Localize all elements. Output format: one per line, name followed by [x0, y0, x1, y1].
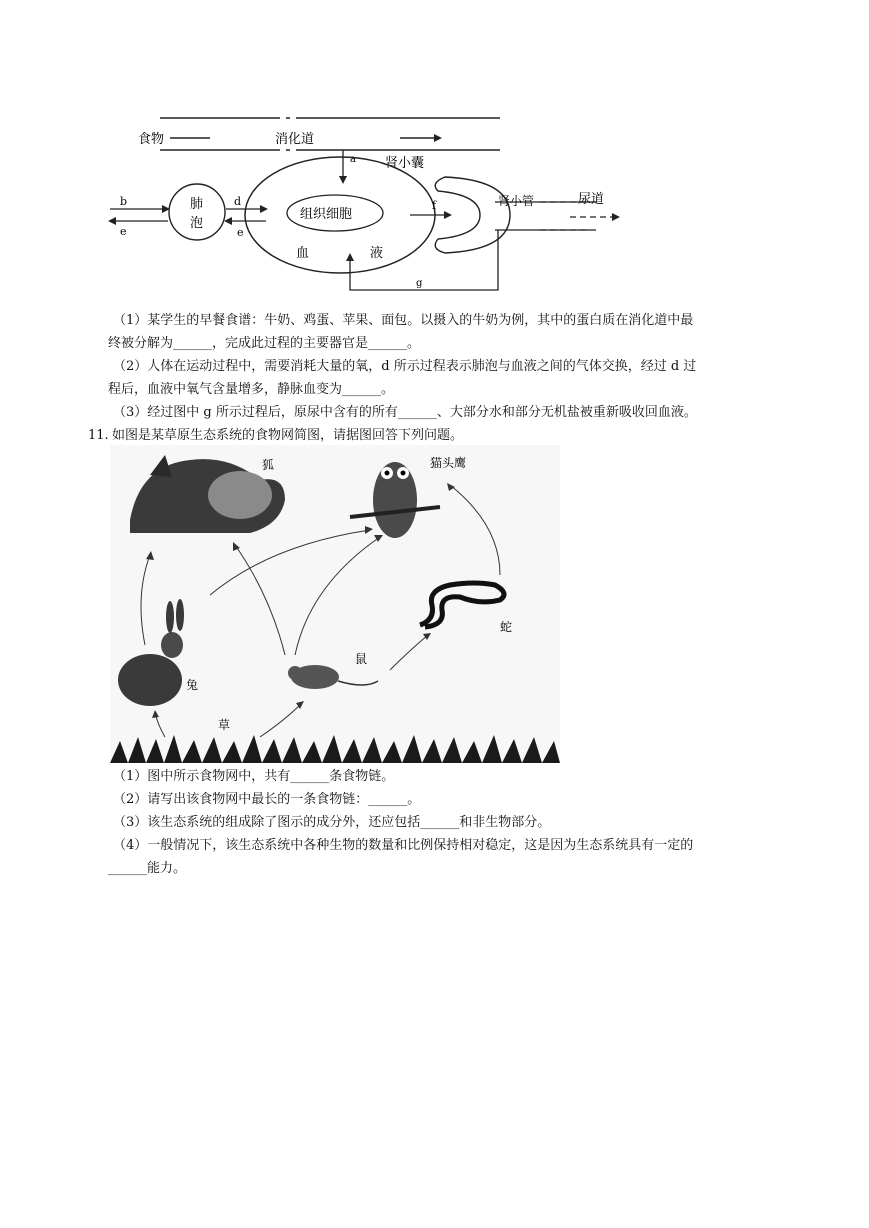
label-e-mid: e	[237, 226, 244, 239]
q11-sub4-line1: （4）一般情况下，该生态系统中各种生物的数量和比例保持相对稳定，这是因为生态系统具有一定的	[113, 838, 694, 853]
q11-number: 11.	[88, 428, 109, 443]
blood-label-2: 液	[370, 246, 384, 261]
food-label: 食物	[138, 132, 165, 147]
digestive-tract-label: 消化道	[275, 132, 315, 147]
q10-part3-line1: （3）经过图中 g 所示过程后，原尿中含有的所有______、大部分水和部分无机盐被重新吸收回血液。	[113, 405, 697, 420]
label-b: b	[120, 195, 128, 208]
lung-label-1: 肺	[190, 197, 204, 212]
lung-label-2: 泡	[190, 216, 204, 231]
fox-label: 狐	[262, 458, 275, 472]
rabbit-label: 兔	[186, 678, 199, 692]
owl-label: 猫头鹰	[430, 456, 467, 470]
q10-part2-line1: （2）人体在运动过程中，需要消耗大量的氧，d 所示过程表示肺泡与血液之间的气体交换，经过 d 过	[113, 359, 697, 374]
q10-part1-line2: 终被分解为______，完成此过程的主要器官是______。	[108, 336, 421, 351]
label-f: f	[432, 199, 437, 212]
label-a: a	[350, 154, 356, 165]
label-e-left: e	[120, 225, 127, 238]
food-web-diagram	[110, 445, 560, 763]
renal-tubule-label: 肾小管	[498, 194, 535, 208]
snake-label: 蛇	[500, 620, 513, 634]
tissue-cells-label: 组织细胞	[300, 207, 353, 222]
q10-part1-line1: （1）某学生的早餐食谱：牛奶、鸡蛋、苹果、面包。以摄入的牛奶为例，其中的蛋白质在消化道中最	[113, 313, 694, 328]
mouse-label: 鼠	[355, 652, 368, 666]
q11-sub1: （1）图中所示食物网中，共有______条食物链。	[113, 769, 395, 784]
label-g: g	[416, 278, 423, 289]
q11-sub3: （3）该生态系统的组成除了图示的成分外，还应包括______和非生物部分。	[113, 815, 551, 830]
bowman-capsule-label: 肾小囊	[385, 156, 425, 171]
q11-sub4-line2: ______能力。	[108, 861, 187, 876]
urethra-label: 尿道	[578, 192, 605, 207]
grass-label: 草	[218, 718, 231, 732]
blood-label-1: 血	[296, 246, 310, 261]
q11-sub2: （2）请写出该食物网中最长的一条食物链：______。	[113, 792, 421, 807]
circulation-diagram	[100, 105, 640, 305]
q11-stem: 如图是某草原生态系统的食物网简图，请据图回答下列问题。	[112, 428, 464, 443]
q10-part2-line2: 程后，血液中氧气含量增多，静脉血变为______。	[108, 382, 395, 397]
label-d: d	[234, 195, 242, 208]
